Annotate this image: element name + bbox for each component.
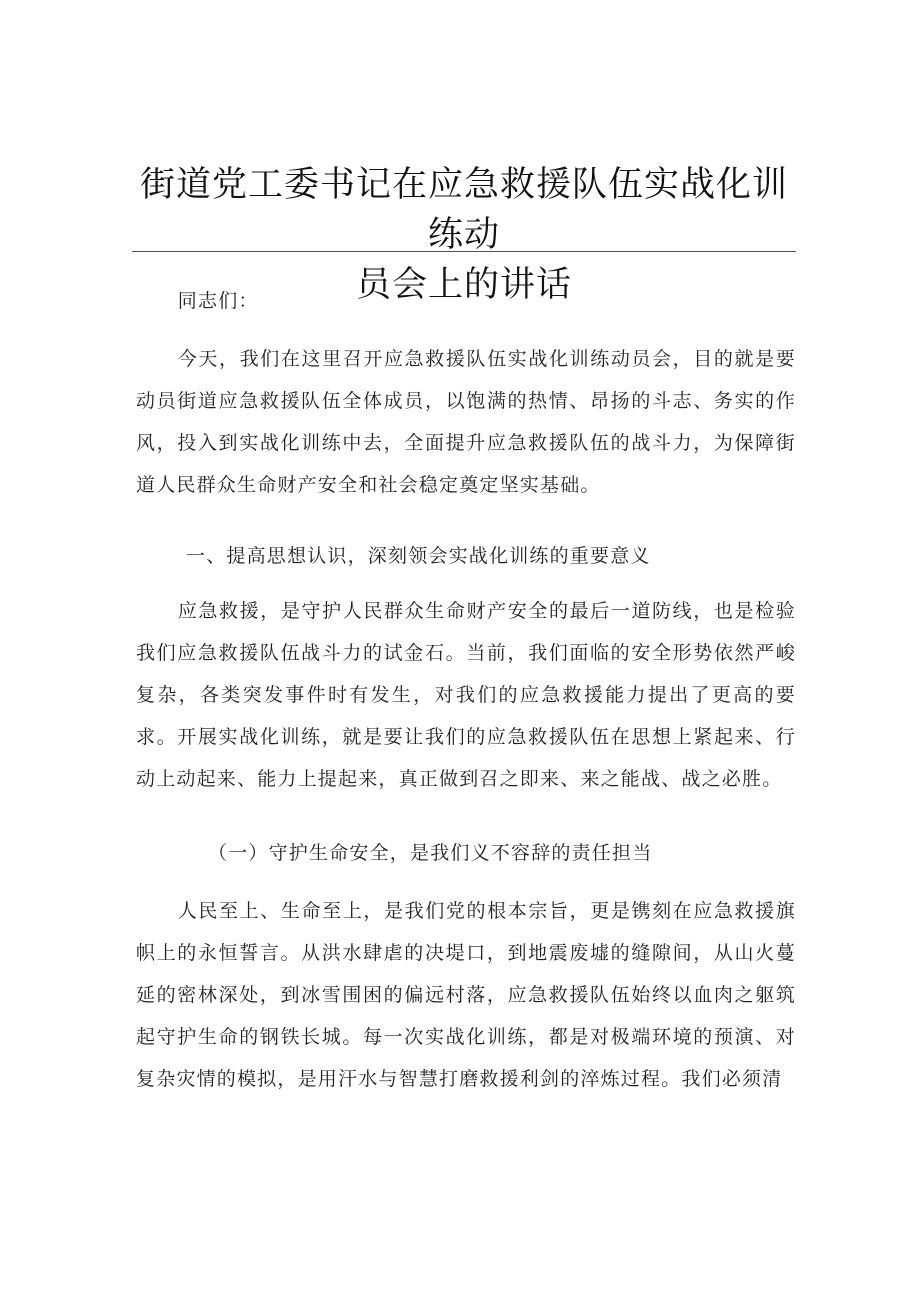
title-line-2: 员会上的讲话 xyxy=(355,265,572,305)
paragraph-1-text: 今天，我们在这里召开应急救援队伍实战化训练动员会，目的就是要动员街道应急救援队伍全体成员，以饱满的热情、昂扬的斗志、务实的作风，投入到实战化训练中去，全面提升应急救援队伍的战斗力，为保障街道人民群众生命财产安全和社会稳定奠定坚实基础。 xyxy=(136,348,796,496)
paragraph-1 xyxy=(136,338,796,506)
greeting xyxy=(136,280,796,322)
subsection-heading-1-text: （一）守护生命安全，是我们义不容辞的责任担当 xyxy=(208,842,653,864)
section-heading-1-text: 一、提高思想认识，深刻领会实战化训练的重要意义 xyxy=(186,545,651,567)
title-line-1: 街道党工委书记在应急救援队伍实战化训练动 xyxy=(139,165,788,255)
paragraph-2-text: 应急救援，是守护人民群众生命财产安全的最后一道防线，也是检验我们应急救援队伍战斗力的试金石。当前，我们面临的安全形势依然严峻复杂，各类突发事件时有发生，对我们的应急救援能力提出了更高的要求。开展实战化训练，就是要让我们的应急救援队伍在思想上紧起来、行动上动起来、能力上提起来，真正做到召之即来、来之能战、战之必胜。 xyxy=(136,600,796,790)
subsection-heading-1 xyxy=(208,832,868,874)
section-heading-1 xyxy=(186,535,846,577)
title-underline xyxy=(132,251,796,252)
paragraph-3 xyxy=(136,890,796,1100)
paragraph-2 xyxy=(136,590,796,800)
paragraph-3-text: 人民至上、生命至上，是我们党的根本宗旨，更是镌刻在应急救援旗帜上的永恒誓言。从洪水肆虐的决堤口，到地震废墟的缝隙间，从山火蔓延的密林深处，到冰雪围困的偏远村落，应急救援队伍始终以血肉之躯筑起守护生命的钢铁长城。每一次实战化训练，都是对极端环境的预演、对复杂灾情的模拟，是用汗水与智慧打磨救援利剑的淬炼过程。我们必须清 xyxy=(136,900,796,1090)
greeting-text: 同志们： xyxy=(177,290,259,312)
